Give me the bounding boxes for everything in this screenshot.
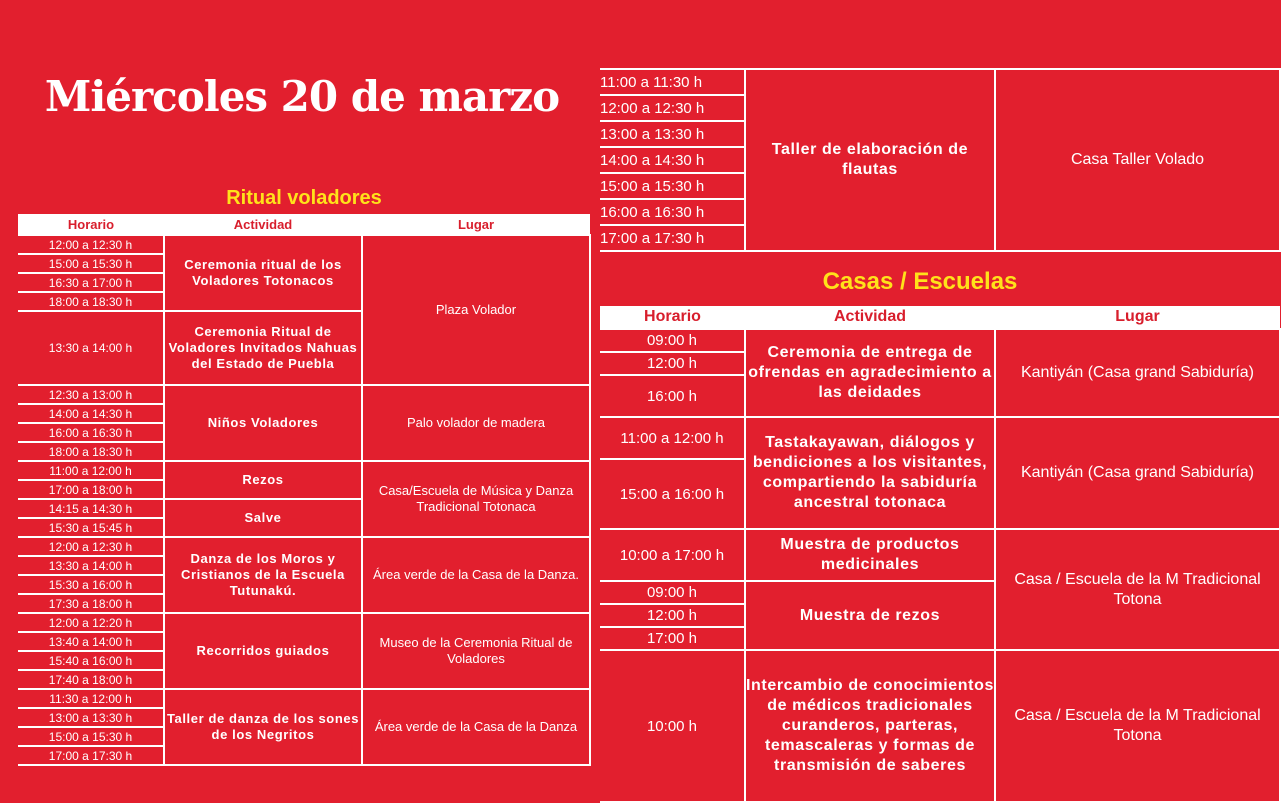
time-cell: 12:00 a 12:30 h xyxy=(18,235,164,254)
table-row xyxy=(600,329,1280,352)
activity-cell: Ceremonia de entrega de ofrendas en agradecimiento a las deidades xyxy=(745,329,995,417)
time-cell: 12:00 h xyxy=(600,352,745,375)
time-cell: 17:00 a 18:00 h xyxy=(18,480,164,499)
time-cell: 17:30 a 18:00 h xyxy=(18,594,164,613)
page-title: Miércoles 20 de marzo xyxy=(44,72,560,121)
time-cell: 15:30 a 15:45 h xyxy=(18,518,164,537)
place-cell: Kantiyán (Casa grand Sabiduría) xyxy=(995,329,1280,417)
table-header-row xyxy=(18,214,590,235)
place-cell: Área verde de la Casa de la Danza xyxy=(362,689,590,765)
table-row xyxy=(18,537,590,556)
activity-cell: Recorridos guiados xyxy=(164,613,362,689)
table-row xyxy=(18,235,590,254)
horario-header: Horario xyxy=(600,306,745,329)
place-cell: Área verde de la Casa de la Danza. xyxy=(362,537,590,613)
lugar-header: Lugar xyxy=(362,214,590,235)
table-row xyxy=(18,385,590,404)
time-cell: 13:30 a 14:00 h xyxy=(18,311,164,385)
time-cell: 17:00 h xyxy=(600,627,745,650)
place-cell: Casa / Escuela de la M Tradicional Totona xyxy=(995,650,1280,802)
time-cell: 17:40 a 18:00 h xyxy=(18,670,164,689)
time-cell: 12:00 a 12:20 h xyxy=(18,613,164,632)
activity-cell: Tastakayawan, diálogos y bendiciones a los visitantes, compartiendo la sabiduría ancestral totonaca xyxy=(745,417,995,529)
activity-cell: Taller de danza de los sones de los Negritos xyxy=(164,689,362,765)
table-row xyxy=(18,689,590,708)
time-cell: 16:00 a 16:30 h xyxy=(600,199,745,225)
time-cell: 14:00 a 14:30 h xyxy=(18,404,164,423)
table-row xyxy=(18,461,590,480)
place-cell: Casa / Escuela de la M Tradicional Totona xyxy=(995,529,1280,650)
table-row xyxy=(600,650,1280,802)
flautas-schedule-table xyxy=(600,68,1281,252)
place-cell: Casa/Escuela de Música y Danza Tradicional Totonaca xyxy=(362,461,590,537)
table-row xyxy=(600,69,1280,95)
casas-heading: Casas / Escuelas xyxy=(822,268,1018,295)
time-cell: 12:30 a 13:00 h xyxy=(18,385,164,404)
time-cell: 11:30 a 12:00 h xyxy=(18,689,164,708)
time-cell: 16:30 a 17:00 h xyxy=(18,273,164,292)
time-cell: 11:00 a 11:30 h xyxy=(600,69,745,95)
activity-cell: Niños Voladores xyxy=(164,385,362,461)
casas-schedule-table xyxy=(600,306,1281,803)
place-cell: Plaza Volador xyxy=(362,235,590,385)
time-cell: 16:00 a 16:30 h xyxy=(18,423,164,442)
time-cell: 13:30 a 14:00 h xyxy=(18,556,164,575)
time-cell: 17:00 a 17:30 h xyxy=(600,225,745,251)
time-cell: 12:00 a 12:30 h xyxy=(600,95,745,121)
time-cell: 09:00 h xyxy=(600,329,745,352)
actividad-header: Actividad xyxy=(164,214,362,235)
place-cell: Museo de la Ceremonia Ritual de Voladores xyxy=(362,613,590,689)
time-cell: 15:00 a 15:30 h xyxy=(18,727,164,746)
time-cell: 15:30 a 16:00 h xyxy=(18,575,164,594)
time-cell: 15:40 a 16:00 h xyxy=(18,651,164,670)
table-row xyxy=(600,417,1280,459)
table-header-row xyxy=(600,306,1280,329)
place-cell: Casa Taller Volado xyxy=(995,69,1280,251)
time-cell: 16:00 h xyxy=(600,375,745,417)
time-cell: 15:00 a 15:30 h xyxy=(600,173,745,199)
activity-cell: Muestra de rezos xyxy=(745,581,995,650)
time-cell: 13:40 a 14:00 h xyxy=(18,632,164,651)
actividad-header: Actividad xyxy=(745,306,995,329)
time-cell: 13:00 a 13:30 h xyxy=(18,708,164,727)
activity-cell: Rezos xyxy=(164,461,362,499)
time-cell: 18:00 a 18:30 h xyxy=(18,292,164,311)
activity-cell: Salve xyxy=(164,499,362,537)
activity-cell: Muestra de productos medicinales xyxy=(745,529,995,581)
time-cell: 14:00 a 14:30 h xyxy=(600,147,745,173)
table-row xyxy=(18,613,590,632)
activity-cell: Taller de elaboración de flautas xyxy=(745,69,995,251)
horario-header: Horario xyxy=(18,214,164,235)
time-cell: 10:00 a 17:00 h xyxy=(600,529,745,581)
ritual-heading: Ritual voladores xyxy=(226,187,382,209)
time-cell: 10:00 h xyxy=(600,650,745,802)
activity-cell: Ceremonia ritual de los Voladores Totonacos xyxy=(164,235,362,311)
place-cell: Kantiyán (Casa grand Sabiduría) xyxy=(995,417,1280,529)
time-cell: 12:00 h xyxy=(600,604,745,627)
activity-cell: Intercambio de conocimientos de médicos tradicionales curanderos, parteras, temascaleras y formas de transmisión de saberes xyxy=(745,650,995,802)
time-cell: 18:00 a 18:30 h xyxy=(18,442,164,461)
time-cell: 11:00 a 12:00 h xyxy=(600,417,745,459)
time-cell: 11:00 a 12:00 h xyxy=(18,461,164,480)
time-cell: 15:00 a 15:30 h xyxy=(18,254,164,273)
time-cell: 09:00 h xyxy=(600,581,745,604)
lugar-header: Lugar xyxy=(995,306,1280,329)
time-cell: 13:00 a 13:30 h xyxy=(600,121,745,147)
time-cell: 17:00 a 17:30 h xyxy=(18,746,164,765)
place-cell: Palo volador de madera xyxy=(362,385,590,461)
activity-cell: Ceremonia Ritual de Voladores Invitados Nahuas del Estado de Puebla xyxy=(164,311,362,385)
time-cell: 12:00 a 12:30 h xyxy=(18,537,164,556)
table-row xyxy=(600,529,1280,581)
time-cell: 14:15 a 14:30 h xyxy=(18,499,164,518)
ritual-schedule-table xyxy=(18,214,591,766)
activity-cell: Danza de los Moros y Cristianos de la Escuela Tutunakú. xyxy=(164,537,362,613)
time-cell: 15:00 a 16:00 h xyxy=(600,459,745,529)
